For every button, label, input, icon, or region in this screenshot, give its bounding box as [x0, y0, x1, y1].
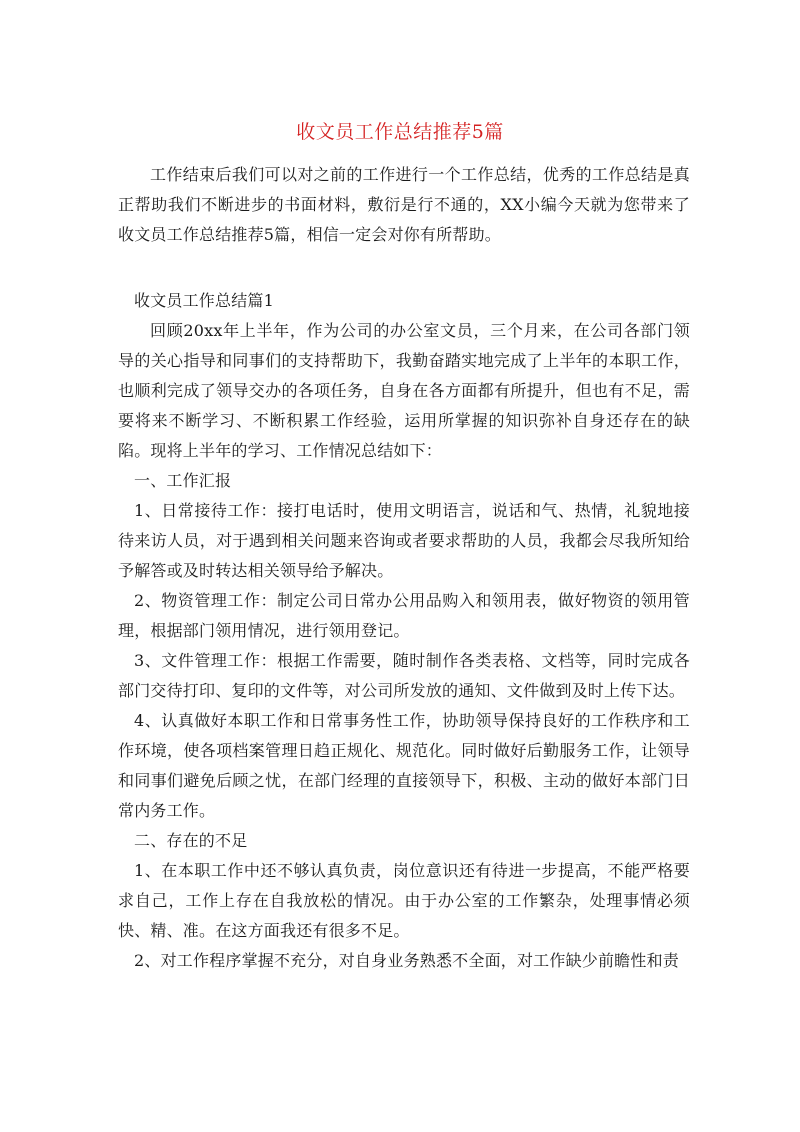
document-title: 收文员工作总结推荐5篇 [296, 121, 504, 143]
section-heading: 收文员工作总结篇1 [134, 291, 274, 310]
intro-paragraph: 工作结束后我们可以对之前的工作进行一个工作总结，优秀的工作总结是真正帮助我们不断进步的书面材料，敷衍是行不通的，XX小编今天就为您带来了收文员工作总结推荐5篇，相信一定会对你有所帮助。 [118, 165, 690, 244]
subheading-shortcomings: 二、存在的不足 [134, 831, 248, 850]
body-paragraph-shortcoming-1: 1、在本职工作中还不够认真负责，岗位意识还有待进一步提高，不能严格要求自己，工作上存在自我放松的情况。由于办公室的工作繁杂，处理事情必须快、精、准。在这方面我还有很多不足。 [118, 861, 690, 940]
body-paragraph-shortcoming-2: 2、对工作程序掌握不充分，对自身业务熟悉不全面，对工作缺少前瞻性和责 [134, 951, 679, 970]
document-body [118, 160, 690, 976]
body-paragraph-duties: 4、认真做好本职工作和日常事务性工作，协助领导保持良好的工作秩序和工作环境，使各项档案管理日趋正规化、规范化。同时做好后勤服务工作，让领导和同事们避免后顾之忧，在部门经理的直接领导下，积极、主动的做好本部门日常内务工作。 [118, 711, 690, 820]
body-paragraph-materials: 2、物资管理工作：制定公司日常办公用品购入和领用表，做好物资的领用管理，根据部门领用情况，进行领用登记。 [118, 591, 690, 640]
subheading-work-report: 一、工作汇报 [134, 471, 232, 490]
body-paragraph-documents: 3、文件管理工作：根据工作需要，随时制作各类表格、文档等，同时完成各部门交待打印、复印的文件等，对公司所发放的通知、文件做到及时上传下达。 [118, 651, 690, 700]
body-paragraph-reception: 1、日常接待工作：接打电话时，使用文明语言，说话和气、热情，礼貌地接待来访人员，对于遇到相关问题来咨询或者要求帮助的人员，我都会尽我所知给予解答或及时转达相关领导给予解决。 [118, 501, 690, 580]
body-paragraph-review: 回顾20xx年上半年，作为公司的办公室文员，三个月来，在公司各部门领导的关心指导和同事们的支持帮助下，我勤奋踏实地完成了上半年的本职工作，也顺利完成了领导交办的各项任务，自身在各方面都有所提升，但也有不足，需要将来不断学习、不断积累工作经验，运用所掌握的知识弥补自身还存在的缺陷。现将上半年的学习、工作情况总结如下： [118, 321, 690, 460]
